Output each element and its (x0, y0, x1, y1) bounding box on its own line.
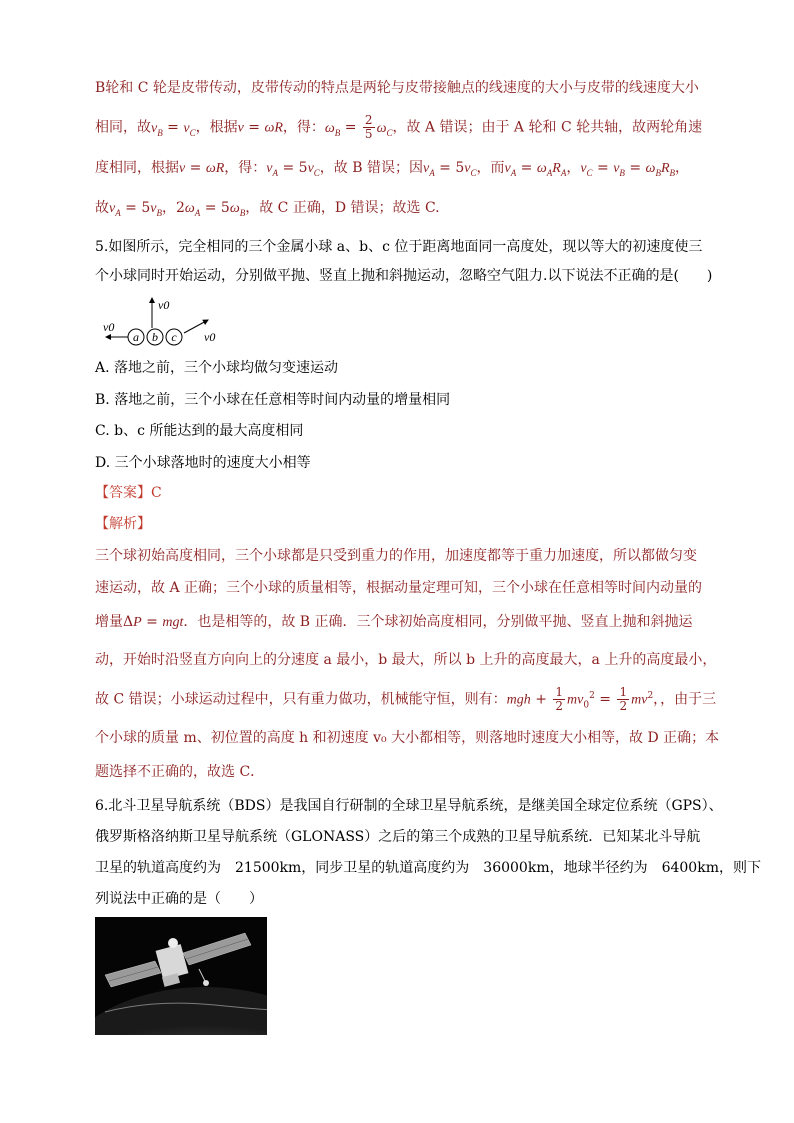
explanation-line-4: 故$v_A = 5v_B$，$2\omega_A = 5\omega_B$，故 C 正确，D 错误；故选 C. (95, 200, 440, 218)
ball-b-label: b (152, 330, 158, 344)
explanation-line-1: B轮和 C 轮是皮带传动，皮带传动的特点是两轮与皮带接触点的线速度的大小与皮带的线速度大小 (95, 80, 699, 96)
q5-analysis-line-1: 三个球初始高度相同，三个小球都是只受到重力的作用，加速度都等于重力加速度，所以都做匀变 (95, 548, 697, 564)
q5-stem-line-1: 5.如图所示，完全相同的三个金属小球 a、b、c 位于距离地面同一高度处，现以等大的初速度使三 (95, 239, 703, 255)
q5-analysis-line-3: 增量ΔP = mgt．也是相等的，故 B 正确．三个球初始高度相同，分别做平抛、竖直上抛和斜抛运 (95, 614, 693, 630)
q5-analysis-line-2: 速运动，故 A 正确；三个小球的质量相等，根据动量定理可知，三个小球在任意相等时间内动量的 (95, 580, 703, 596)
v0-left-label: v0 (103, 320, 115, 334)
q5-balls-figure (100, 295, 230, 355)
ball-c-label: c (171, 330, 177, 344)
q5-analysis-label: 【解析】 (95, 516, 151, 532)
q5-analysis-line-5: 故 C 错误；小球运动过程中，只有重力做功，机械能守恒，则有：mgh + $\frac{1}{2}$ $mv_0^2$ = $\frac{1}{2}$ $mv^2$，，由于三 (95, 685, 717, 714)
q6-stem-line-4: 列说法中正确的是（ ） (95, 891, 263, 907)
ball-a-label: a (133, 330, 139, 344)
v0-right-label: v0 (204, 330, 216, 344)
q6-stem-line-3: 卫星的轨道高度约为 21500km，同步卫星的轨道高度约为 36000km，地球半径约为 6400km，则下 (95, 860, 761, 876)
q5-analysis-line-4: 动，开始时沿竖直方向向上的分速度 a 最小，b 最大，所以 b 上升的高度最大，a 上升的高度最小， (95, 652, 717, 668)
q6-stem-line-2: 俄罗斯格洛纳斯卫星导航系统（GLONASS）之后的第三个成熟的卫星导航系统．已知某北斗导航 (95, 829, 701, 845)
q5-option-b: B. 落地之前，三个小球在任意相等时间内动量的增量相同 (95, 392, 451, 408)
q5-analysis-line-6: 个小球的质量 m、初位置的高度 h 和初速度 v₀ 大小都相等，则落地时速度大小相等，故 D 正确；本 (95, 730, 720, 746)
q5-option-a: A. 落地之前，三个小球均做匀变速运动 (95, 360, 339, 376)
v0-top-label: v0 (158, 298, 170, 312)
q6-stem-line-1: 6.北斗卫星导航系统（BDS）是我国自行研制的全球卫星导航系统，是继美国全球定位系统（GPS）、 (95, 798, 723, 814)
q5-answer: 【答案】C (95, 485, 162, 501)
explanation-line-2: 相同，故$v_B = v_C$，根据v = ωR，得：$\omega_B$ = $\frac{2}{5}$ $\omega_C$，故 A 错误；由于 A 轮和 C 轮共轴，故两轮角速 (95, 113, 703, 141)
q5-option-d: D. 三个小球落地时的速度大小相等 (95, 455, 311, 471)
explanation-line-3: 度相同，根据v = ωR，得：$v_A = 5v_C$，故 B 错误；因$v_A = 5v_C$，而$v_A = \omega_AR_A$，$v_C = v_B = \omega_BR_B$， (95, 160, 689, 178)
q5-analysis-line-7: 题选择不正确的，故选 C． (95, 764, 265, 780)
q5-stem-line-2: 个小球同时开始运动，分别做平抛、竖直上抛和斜抛运动，忽略空气阻力.以下说法不正确的是( ) (95, 268, 713, 284)
satellite-photo (95, 917, 267, 1035)
q5-option-c: C. b、c 所能达到的最大高度相同 (95, 423, 304, 439)
